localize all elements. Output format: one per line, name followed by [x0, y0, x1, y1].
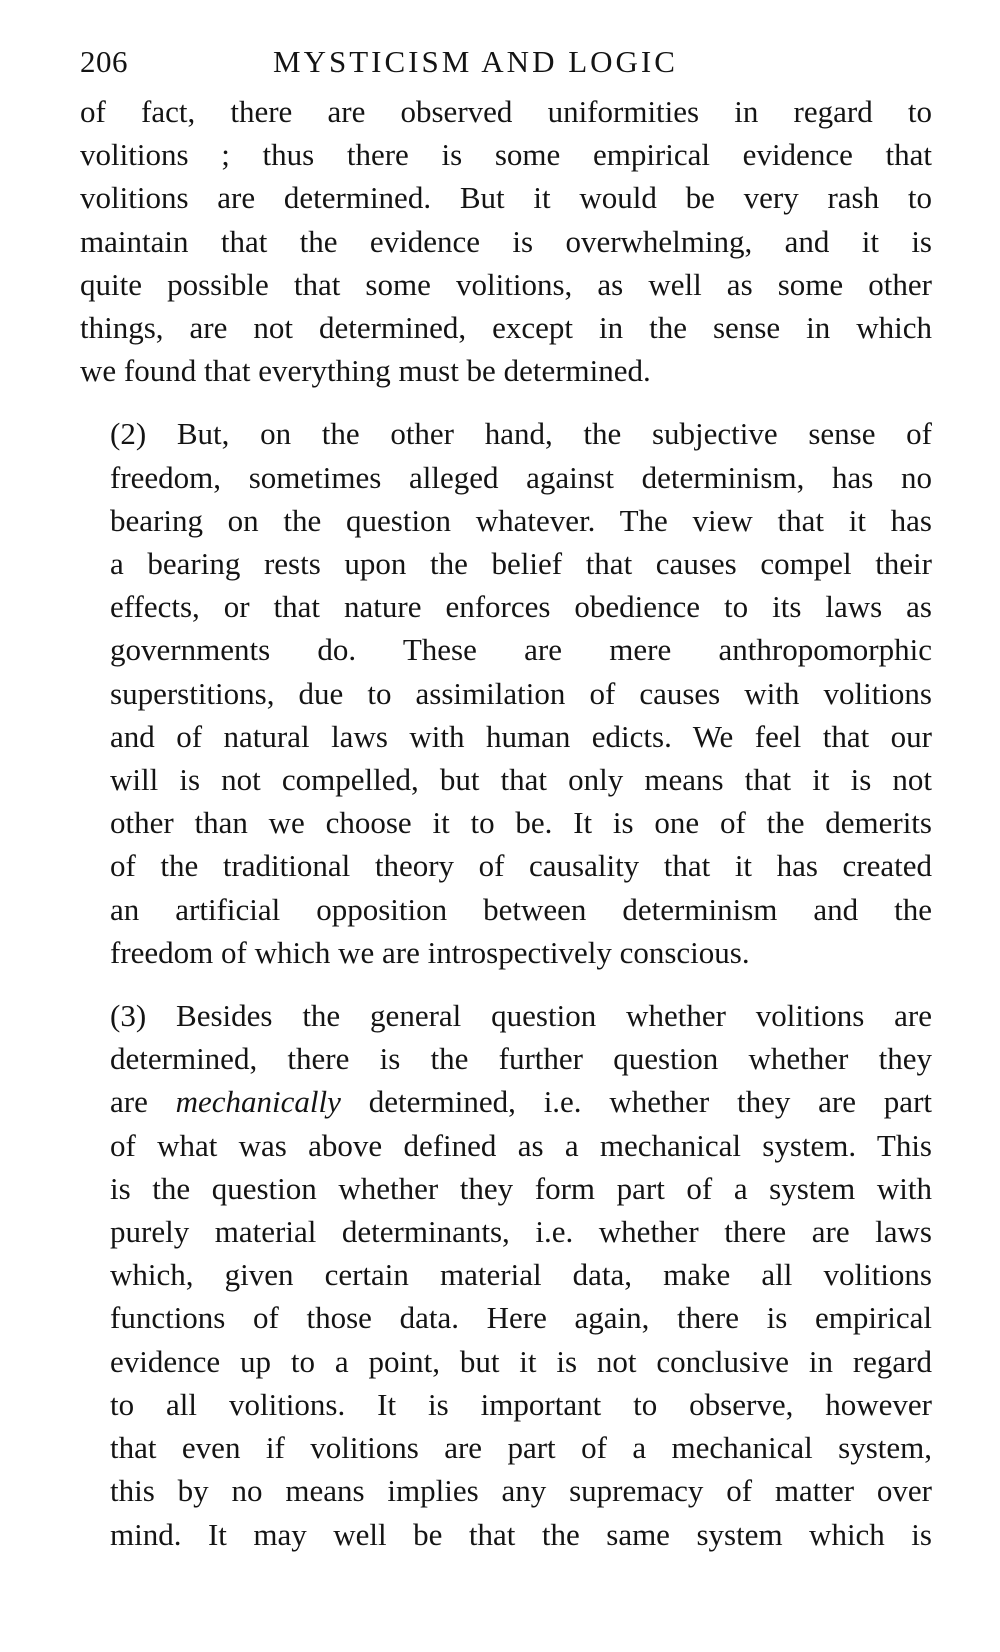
body-text — [80, 90, 932, 1556]
text-line: governments do. These are mere anthropomorphic — [110, 632, 932, 668]
running-title: MYSTICISM AND LOGIC — [273, 44, 678, 79]
text-fragment: determined, i.e. whether they are part — [340, 1084, 932, 1120]
text-line: functions of those data. Here again, there is empirical — [110, 1300, 932, 1336]
text-line: determined, there is the further question whether they — [110, 1041, 932, 1077]
book-page — [80, 38, 932, 1556]
text-line: that even if volitions are part of a mechanical system, — [110, 1430, 932, 1466]
text-line-with-italic — [80, 1080, 932, 1123]
text-line: evidence up to a point, but it is not conclusive in regard — [110, 1343, 932, 1379]
text-line: mind. It may well be that the same system which is — [110, 1516, 932, 1552]
text-line: maintain that the evidence is overwhelming, and it is — [80, 223, 932, 259]
text-line: (2) But, on the other hand, the subjective sense of — [110, 416, 932, 452]
paragraph-2 — [80, 412, 932, 974]
text-line: other than we choose it to be. It is one of the demerits — [110, 805, 932, 841]
text-line: things, are not determined, except in the sense in which — [80, 310, 932, 346]
text-line: which, given certain material data, make all volitions — [110, 1257, 932, 1293]
text-line: freedom of which we are introspectively conscious. — [110, 934, 750, 970]
text-line: is the question whether they form part of a system with — [110, 1170, 932, 1206]
running-head — [80, 38, 932, 90]
text-line: a bearing rests upon the belief that causes compel their — [110, 546, 932, 582]
text-line: superstitions, due to assimilation of causes with volitions — [110, 675, 932, 711]
text-line: volitions ; thus there is some empirical evidence that — [80, 137, 932, 173]
text-line: of the traditional theory of causality that it has created — [110, 848, 932, 884]
text-line: quite possible that some volitions, as well as some other — [80, 266, 932, 302]
text-line: (3) Besides the general question whether volitions are — [110, 998, 932, 1034]
text-line: bearing on the question whatever. The view that it has — [110, 502, 932, 538]
text-fragment: are — [110, 1084, 176, 1120]
text-line: to all volitions. It is important to observe, however — [110, 1386, 932, 1422]
text-line: will is not compelled, but that only means that it is not — [110, 762, 932, 798]
text-line: freedom, sometimes alleged against determinism, has no — [110, 459, 932, 495]
text-line: effects, or that nature enforces obedience to its laws as — [110, 589, 932, 625]
paragraph-1 — [80, 90, 932, 392]
text-line: of fact, there are observed uniformities in regard to — [80, 94, 932, 129]
paragraph-3 — [80, 994, 932, 1556]
text-line: purely material determinants, i.e. whether there are laws — [110, 1214, 932, 1250]
italic-word: mechanically — [175, 1084, 341, 1120]
text-line: of what was above defined as a mechanical system. This — [110, 1127, 932, 1163]
page-number: 206 — [80, 44, 128, 79]
text-line: an artificial opposition between determinism and the — [110, 891, 932, 927]
text-line: and of natural laws with human edicts. We feel that our — [110, 718, 932, 754]
text-line: we found that everything must be determined. — [80, 353, 651, 389]
text-line: this by no means implies any supremacy of matter over — [110, 1473, 932, 1509]
text-line: volitions are determined. But it would be very rash to — [80, 180, 932, 216]
